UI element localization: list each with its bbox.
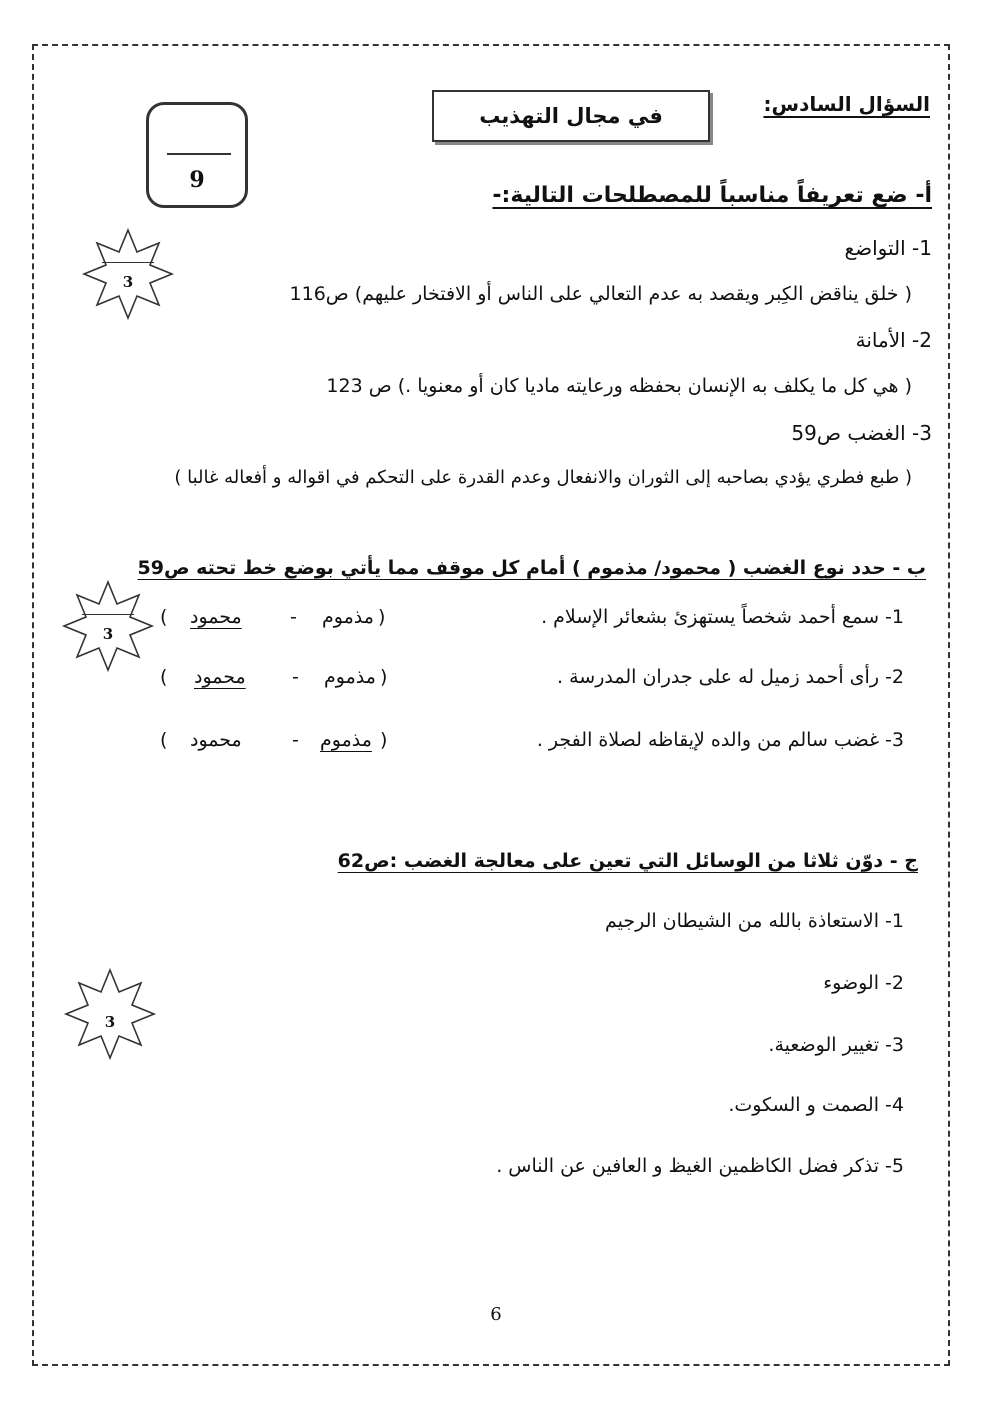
definition-3: ( طبع فطري يؤدي بصاحبه إلى الثوران والانفعال وعدم القدرة على التحكم في اقواله و أفعاله غالبا ) <box>174 467 912 488</box>
section-b-heading: ب - حدد نوع الغضب ( محمود/ مذموم ) أمام كل موقف مما يأتي بوضع خط تحته ص59 <box>137 557 926 579</box>
definition-1: ( خلق يناقض الكِبر ويقصد به عدم التعالي على الناس أو الافتخار عليهم) ص116 <box>289 283 912 305</box>
option-mahmood-2-selected: محمود <box>194 666 246 688</box>
remedy-3: 3- تغيير الوضعية. <box>768 1034 904 1056</box>
option-mathmoom-2: مذموم <box>324 666 376 688</box>
score-divider <box>102 262 154 263</box>
remedy-2: 2- الوضوء <box>823 972 904 994</box>
section-a-score: 3 <box>122 273 134 291</box>
situation-3: 3- غضب سالم من والده لإيقاظه لصلاة الفجر . <box>536 729 904 751</box>
section-a-heading: أ- ضع تعريفاً مناسباً للمصطلحات التالية:- <box>492 183 932 208</box>
option-mahmood-1-selected: محمود <box>190 606 242 628</box>
section-b-score: 3 <box>102 625 114 643</box>
remedy-1: 1- الاستعاذة بالله من الشيطان الرجيم <box>604 910 904 932</box>
term-1: 1- التواضع <box>844 236 932 260</box>
option-mathmoom-1: مذموم <box>322 606 374 628</box>
total-score-box <box>146 102 248 208</box>
question-label: السؤال السادس: <box>763 92 930 116</box>
option-dash: - <box>292 729 299 751</box>
remedy-5: 5- تذكر فضل الكاظمين الغيظ و العافين عن الناس . <box>496 1155 904 1177</box>
option-mathmoom-3-selected: مذموم <box>320 729 372 751</box>
section-b-score-star <box>60 578 156 674</box>
topic-box <box>432 90 710 142</box>
option-mahmood-3: محمود <box>190 729 242 751</box>
section-c-heading: ج - دوّن ثلاثا من الوسائل التي تعين على معالجة الغضب :ص62 <box>337 850 918 872</box>
section-c-score-star <box>62 966 158 1062</box>
score-divider <box>167 153 231 155</box>
paren-close: ) <box>160 666 168 688</box>
term-3: 3- الغضب ص59 <box>791 421 932 445</box>
section-c-score: 3 <box>104 1013 116 1031</box>
situation-2: 2- رأى أحمد زميل له على جدران المدرسة . <box>557 666 904 688</box>
paren-close: ) <box>160 729 168 751</box>
topic-label: في مجال التهذيب <box>479 104 663 128</box>
total-score: 9 <box>189 167 205 193</box>
term-2: 2- الأمانة <box>855 328 932 352</box>
score-divider <box>82 614 134 615</box>
paren-open: ( <box>380 666 388 688</box>
section-a-score-star <box>80 226 176 322</box>
situation-1: 1- سمع أحمد شخصاً يستهزئ بشعائر الإسلام . <box>541 606 904 628</box>
option-dash: - <box>292 666 299 688</box>
remedy-4: 4- الصمت و السكوت. <box>728 1094 904 1116</box>
paren-open: ( <box>378 606 386 628</box>
page-number: 6 <box>490 1304 502 1325</box>
option-dash: - <box>290 606 297 628</box>
paren-open: ( <box>380 729 388 751</box>
paren-close: ) <box>160 606 168 628</box>
definition-2: ( هي كل ما يكلف به الإنسان بحفظه ورعايته ماديا كان أو معنويا .) ص 123 <box>326 375 912 397</box>
